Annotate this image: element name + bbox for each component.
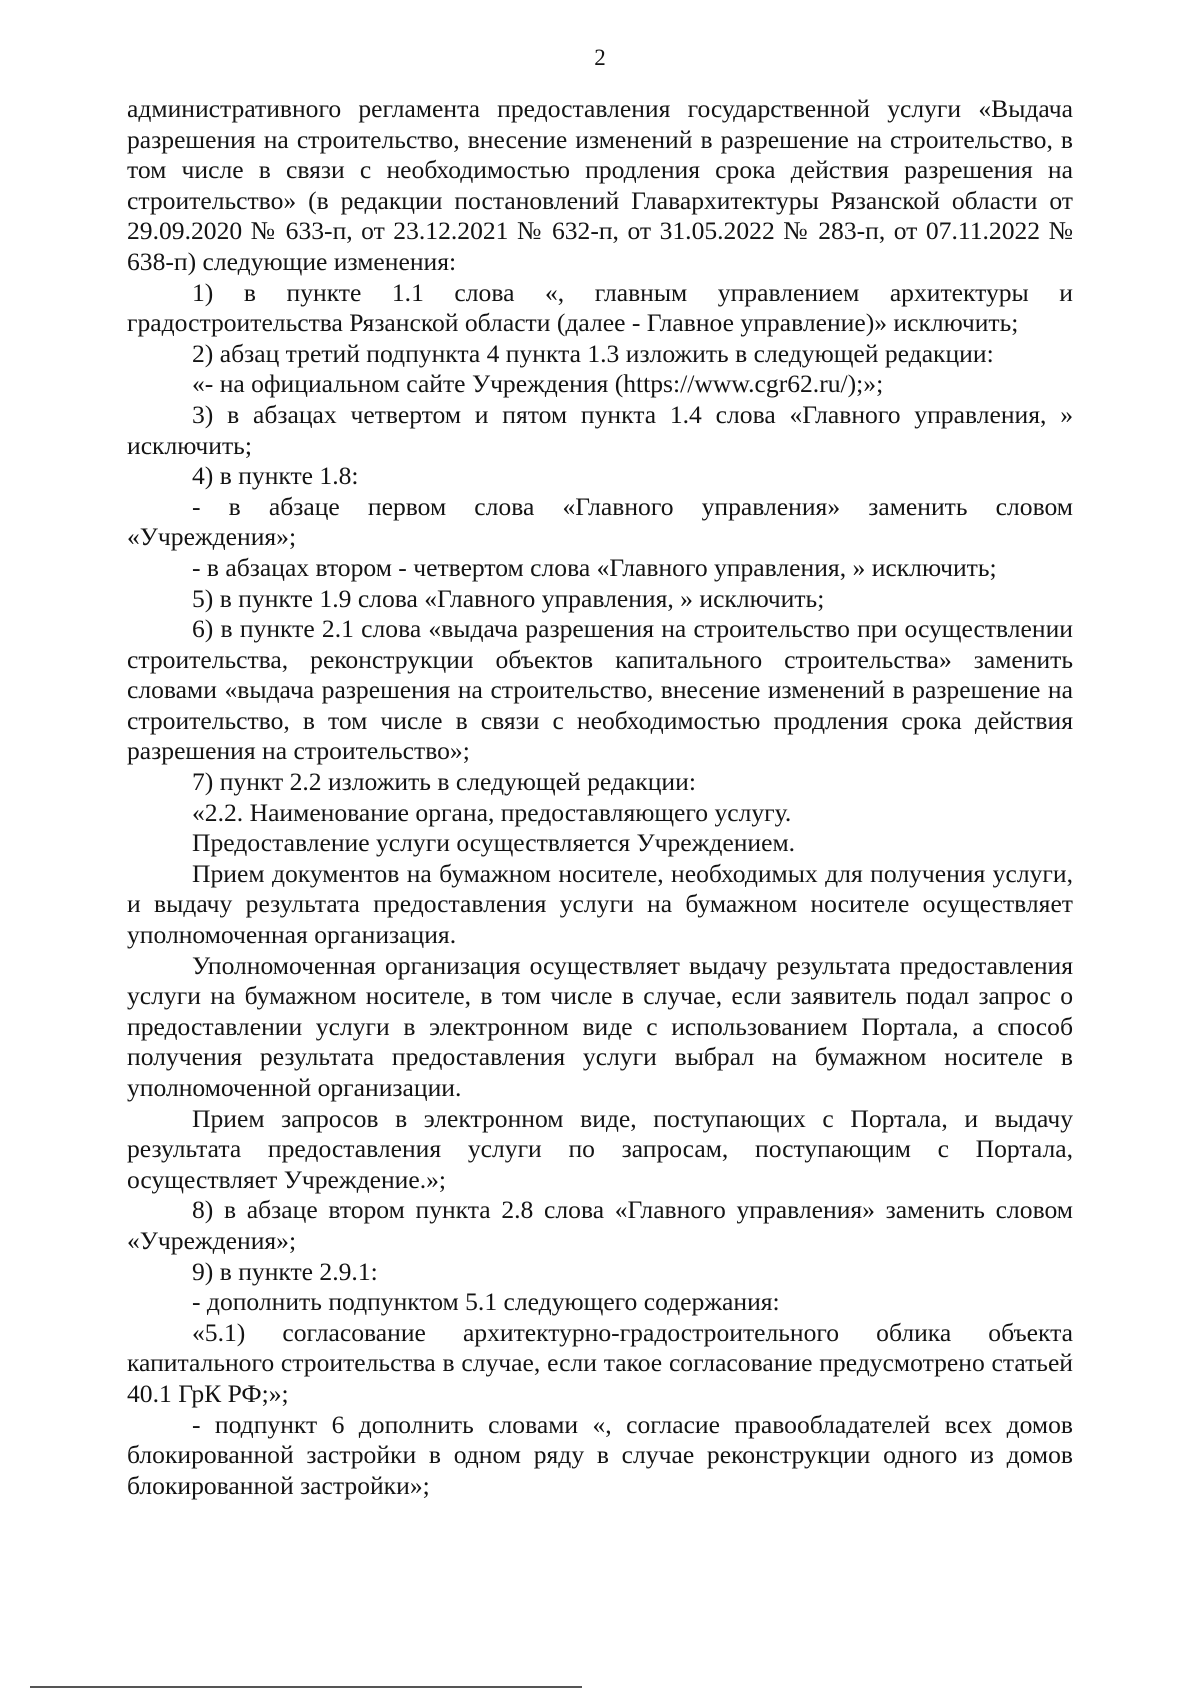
paragraph-intro: административного регламента предоставления государственной услуги «Выдача разрешения на строительство, внесение изменений в разрешение на строительство, в том числе в связи с необходимостью продления срока действия разрешения на строительство» (в редакции постановлений Главархитектуры Рязанской области от 29.09.2020 № 633-п, от 23.12.2021 № 632-п, от 31.05.2022 № 283-п, от 07.11.2022 № 638-п) следующие изменения: bbox=[127, 94, 1073, 276]
paragraph-item-6: 6) в пункте 2.1 слова «выдача разрешения на строительство при осуществлении строительства, реконструкции объектов капитального строительства» заменить словами «выдача разрешения на строительство, внесение изменений в разрешение на строительство, в том числе в связи с необходимостью продления срока действия разрешения на строительство»; bbox=[127, 614, 1073, 766]
paragraph-item-2: 2) абзац третий подпункта 4 пункта 1.3 изложить в следующей редакции: bbox=[192, 338, 994, 368]
paragraph-item-2-quote: «- на официальном сайте Учреждения (https://www.cgr62.ru/);»; bbox=[192, 369, 884, 399]
paragraph-item-9-sub-2: - подпункт 6 дополнить словами «, согласие правообладателей всех домов блокированной застройки в одном ряду в случае реконструкции одного из домов блокированной застройки»; bbox=[127, 1409, 1073, 1500]
paragraph-item-4-sub-2: - в абзацах втором - четвертом слова «Главного управления, » исключить; bbox=[192, 552, 997, 582]
paragraph-item-8: 8) в абзаце втором пункта 2.8 слова «Главного управления» заменить словом «Учреждения»; bbox=[127, 1195, 1073, 1255]
paragraph-item-7-text-3: Уполномоченная организация осуществляет выдачу результата предоставления услуги на бумажном носителе, в том числе в случае, если заявитель подал запрос о предоставлении услуги в электронном виде с использованием Портала, а способ получения результата предоставления услуги выбрал на бумажном носителе в уполномоченной организации. bbox=[127, 950, 1073, 1102]
paragraph-item-1: 1) в пункте 1.1 слова «, главным управлением архитектуры и градостроительства Рязанской области (далее - Главное управление)» исключить; bbox=[127, 277, 1073, 338]
document-body bbox=[127, 94, 1073, 1501]
paragraph-item-7-heading: «2.2. Наименование органа, предоставляющего услугу. bbox=[192, 797, 792, 827]
paragraph-item-9: 9) в пункте 2.9.1: bbox=[192, 1256, 378, 1286]
paragraph-item-7-text-1: Предоставление услуги осуществляется Учреждением. bbox=[192, 828, 796, 858]
paragraph-item-7-text-2: Прием документов на бумажном носителе, необходимых для получения услуги, и выдачу результата предоставления услуги на бумажном носителе осуществляет уполномоченная организация. bbox=[127, 858, 1073, 950]
paragraph-item-7-text-4: Прием запросов в электронном виде, поступающих с Портала, и выдачу результата предоставления услуги по запросам, поступающим с Портала, осуществляет Учреждение.»; bbox=[127, 1103, 1073, 1194]
paragraph-item-7: 7) пункт 2.2 изложить в следующей редакции: bbox=[192, 767, 696, 797]
paragraph-item-4: 4) в пункте 1.8: bbox=[192, 461, 359, 491]
paragraph-item-5: 5) в пункте 1.9 слова «Главного управления, » исключить; bbox=[192, 583, 825, 613]
paragraph-item-3: 3) в абзацах четвертом и пятом пункта 1.4 слова «Главного управления, » исключить; bbox=[127, 399, 1073, 460]
paragraph-item-9-sub-1: - дополнить подпунктом 5.1 следующего содержания: bbox=[192, 1287, 780, 1317]
footer-rule bbox=[30, 1686, 582, 1688]
paragraph-item-9-sub-1-quote: «5.1) согласование архитектурно-градостроительного облика объекта капитального строительства в случае, если такое согласование предусмотрено статьей 40.1 ГрК РФ;»; bbox=[127, 1317, 1073, 1408]
paragraph-item-4-sub-1: - в абзаце первом слова «Главного управления» заменить словом «Учреждения»; bbox=[127, 491, 1073, 552]
page-number: 2 bbox=[594, 45, 606, 70]
